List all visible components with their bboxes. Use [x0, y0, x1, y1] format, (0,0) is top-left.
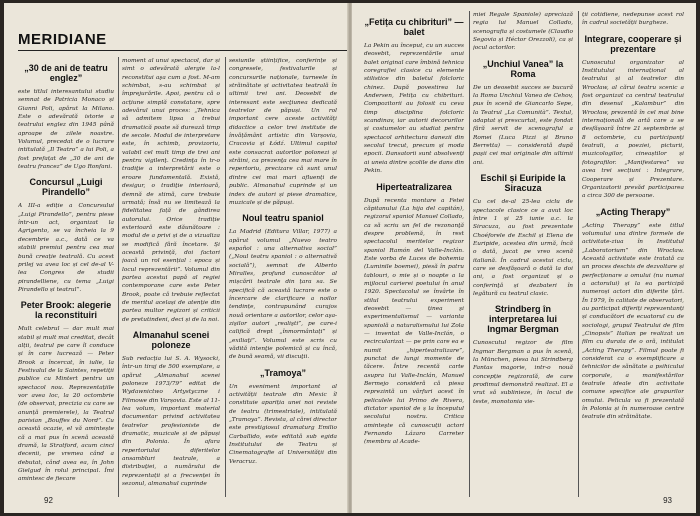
article-text: La Madrid (Editura Villar, 1977) a apărut volumul „Nuevo teatro español : una alternativa social” („Noul teatru spaniol : o alternativă socială”), semnat de Alberto Miralles, profund cunoscător al mișcării teatrale din țara sa. Se specifică că această lucrare este o încercare de clarificare a noilor tendințe, contrapunând curajos nouă orientare a autorilor, celor aşa-zişilor autori „realişti”, pe care-i califică drept „înmormântați” și „exiliaţi”. Volumul este scris cu vădită intenţie polemică și cu încă, de bună seamă, vii discuţii. — [229, 229, 337, 361]
article-text: Sub redacția lui S. A. Wysocki, într-un tiraj de 500 exemplare, a apărut „Almanahul scenei poloneze 1973/79” editat de Wydawnictwo Artystyczne i Filmowe din Varșovia. Este al 11-lea volum, important material documentar privind activitatea teatrelor profesioniste de dramatic, muzicale și de păpuși din Polonia. În afara repertoriului diferitelor ansambluri teatrale, a distribuţiei, a numărului de reprezentații și a frecvenței în sezonul, almanahul cuprinde — [122, 356, 220, 488]
article-text: Cunoscutul regizor de film Ingmar Bergman a pus în scenă, la München, piesa lui Strindberg Fantas magorie, intr-o nouă concepție regizorală, de care prodimul demonstră realizat. El a vrut să sublinieze, în locul de teste, monotonia vie- — [473, 340, 573, 405]
article-title: Hiperteatralizarea — [376, 181, 452, 192]
article-title: „Unchiul Vanea” la Roma — [482, 58, 564, 79]
article-title: Almanahul scenei poloneze — [132, 330, 210, 350]
article-text: De un deosebit succes se bucură la Roma Unchiul Vanea de Cehov, pus în scenă de Giancarlo Sepe, la Teatrul „La Comunità”. Textul, adaptat și prescurtat, este fondat fără servit de scenograful a Romei (Luca Pizzi și Bruno Berretta) — considerată după paşii cei mai originale din ultimii ani. — [473, 84, 573, 166]
article-text: este titlul interesantului studiu semnat de Patricia Monaco și Gianni Poli, apărut la Milano. Este o adevărată istorie a teatrului englez din 1945 până aproape de zilele noastre. Volumul, precedat de o lucrare intitulată „Il Teatro” a lui Poli, a fost prefațat de „30 de ani de teatru francez” de Ugo Ronfani. — [18, 89, 114, 171]
left-page — [4, 3, 348, 513]
left-page-column-2 — [122, 57, 220, 497]
right-page — [352, 3, 696, 513]
article-text: ții cotidiene, nedepunse acest rol în cadrul societății burgheze. — [582, 12, 684, 27]
page-number: 93 — [663, 496, 672, 505]
article-text: sesiunile științifice, conferințe și congresele, festivalurile și concursurile naționale, turneele în străinătate și activitatea teatrală în ultimii trei ani. Deosebit de interesant este secţiunea dedicată teatrelor de păpuși. Un rol important cere aceste activități didactice a celor trei institute de învățământ artistic din Varșovia, Cracovia și Łódź. Ultimul capitol este consacrat autorilor polonezi și străini, ca prezenţa cea mai mare în repertoriu, precizare că sunt unul dintre cei mai mari afluenți de public. Almanahul cuprinde și un index de autori și piese dramatice, muzicale și de păpuși. — [229, 58, 337, 206]
article-text: După recenta montare a Fetei căpitanului (La hija del capitán), regizorul spaniol Manuel Collado, ca să scriu un fel de rezonanţă despre problemă, în rest spectacolul meritelor regizor spaniol Ramón del Valle-Inclán. Este vorba de Luces de bohemia (Luminile boemei), piesă în patru tablouri, o mie și o noapte a la mijlocul carierei poetului în anul 1920. Spectacolul se învârte în stilul teatrului experiment deosebit — ținea şi experimentalismul — varianta spaniolă a naturalismului lui Zola — inventat de Valle-Inclán, o recircularizat — pe prin care ea e numit „hiperteatralizare”, punctat de lungi momente de tăcere. Între recentă carte asupra lui Valle-Inclán, Manuel Bermejo consideră că piesa reprezintă un vârfuri acest în peliculele lui Primo de Rivera, dictator spaniol de ș la începutul secolului nostru. Critica aminteşte că cunoscuții actori Fernando Lázaro Carreter (membru al Acade- — [364, 197, 464, 446]
article-title: „Tramoya” — [259, 367, 307, 378]
article-text: Cu cel de-al 25-lea ciclu de spectacole clasice ce a avut loc între 1 și 25 iunie a.c. la Siracuza, au fost prezentate Choéforele de Eschil și Elena de Euripide, acestea din urmă, încă o dată, jucat pe vreo scenă italiană. În cadrul acestui ciclu, care se desfășoară o dată la doi ani, a fost organizat și o conferinţă și dezbateri în legătură cu teatrul clasic. — [473, 199, 573, 297]
article-text: La Pekin au început, cu un succes deosebit, reprezentările unui balet original care îmbină tehnica coregrafiei clasice cu elemente stilistice din baletul folcloric chinez. După povestirea lui Andersen, Fetița cu chibrituri. Compozitorii au folosit cu ceva timp disciplina folcloric scandinav, iar autorii decorurilor și costumelor au studiat pentru spectacol arhitectura danezii din secolul trecut, precum și moda epocii. Dansatorii sunt absolvenți ai uneia dintre școlile de dans din Pekin. — [364, 43, 464, 175]
left-page-column-3 — [229, 57, 337, 497]
page-number: 92 — [44, 496, 53, 505]
article-title: Noul teatru spaniol — [242, 213, 324, 224]
article-text: A III-a ediție a Concursului „Luigi Pirandello”, pentru piese într-un act, organizat la Agrigento, se va încheia la 9 decembrie a.c., dată ce va stabili premiul pentru cea mai bună creație teatrală. Cu acest prilej va avea loc și cel de-al V-lea Congres de studii pirandelliene, cu tema „Luigi Pirandello și teatrul”. — [18, 203, 114, 293]
right-page-column-2 — [473, 11, 573, 497]
book-spread — [4, 3, 696, 513]
left-page-column-1 — [18, 57, 114, 497]
article-text: Un eveniment important al activității teatrale din Mexic îl constituie apariția unei noi reviste de teatru (trimestriale), intitulată „Tramoya”. Revista, al cărei director este prestigiosul dramaturg Emilio Carballido, este editată sub egida Institutului de Teatru și Cinematografie al Universității din Veracruz. — [229, 383, 337, 465]
article-text: moment al unui spectacol, dar și simt o adevărată alergie la-l reconstitui aşa cum a fost. M-am schimbat, s-au schimbat și împrejurările. Apoi, pentru că o acțiune simplă constatare, spre adevărul unui proces: „Tehnica să admitem lipsa a trebui dramatică poate să durează timp de secole. Modul de interpretare este, în schimb, provizoriu, valabil cel mult timp de trei ani pentru vigilenţ. Credinţa în tr-o tradiţie a interpretării este o eroare fundamentală. Există, desigur, o tradiţie interioară, demnă de stimă, care trebuie urmată; însă nu se limitează la fidelitatea față de gândirea autorului. Orice tradiție exterioară este dăunătoare : modul de a privi și de a vizualiza se modifică fără încetare. Și această privință, doi factori joacă un rol esențial : epoca și locul reprezentării”. Volumul din partea acestui papă al regiei contemporane care este Peter Brook, poate că trebuie reflectat de meritul același de atenție din partea multor regizori și criticii de pretutindeni, deci și de la noi. — [122, 58, 220, 323]
header-rule — [18, 50, 348, 51]
article-text: „Acting Therapy” este titlul volumului una dintre formele de activitate-ziua în Institutul „Laboratorium” din Wrocław. Această activitate este tratată ca un proces deschis de dezvoltare și perfecționare a omului (nu numai a actorului) și la ea participă numeroși actori din diferite țări. În 1979, în calitate de observatori, au participat diferiți reprezentanți și conducători de ecuatorul cu de sociologi, grupul Teatrului de film „Cinopsis” Italian pe realizat un film cu durata de o oră, intitulat „Acting Therapy”. Filmul poate fi considerat ca o exemplificare a tehnicilor de sănătate a psihicului corporale, a manifestărilor teatrale ideale din activitate comune specifice ale grupurilor omului. Pelicula va fi prezentată în Polonia și în numeroase centre teatrale din străinătate. — [582, 222, 684, 421]
article-text: miei Regale Spaniole) apreciază regia lui Manuel Collado, scenografia și costumele (Claudio Segovia și Héctor Orezzoli), ca și jocul actorilor. — [473, 12, 573, 52]
article-title: Concursul „Luigi Pirandello” — [29, 177, 103, 198]
article-title: Peter Brook: alegerie la reconstituiri — [20, 300, 112, 321]
column-rule — [118, 57, 119, 497]
column-rule — [578, 11, 579, 497]
column-rule — [225, 57, 226, 497]
article-text: Mult celebrul — dar mult mai stabil și mult mai creditat, decât alții, teatrul pe care îl conduce și în care lucrează — Peter Brook a încercat, în iulie, la Festivalul de la Saintes, repetiții publice cu Mintert pentru un spectacol nou. Reprezentațiile vor avea loc, la 20 octombrie (de observat, precizia cu care se anunță premierele), la Teatrul parisian „Bouffes du Nord”. Cu această ocazie, el vă amintește că a mai pus în scenă această dramă, la Stratford, acum cinci decenii, pe vremea când a debutat, când avea ea, în John Gielgud în rolul principal. Îmi amintesc de fiecare — [18, 326, 114, 483]
article-title: Eschil și Euripide la Siracuza — [480, 173, 566, 194]
article-title: Integrare, cooperare și prezentare — [584, 33, 682, 54]
right-page-column-1 — [364, 11, 464, 497]
right-page-column-3 — [582, 11, 684, 497]
article-text: Cunoscutul organizator al Institutului internațional al teatrului și al teatrelor din Wrocław, al cărui teatru scenic a fost organizat ca centrul teatrului din desenul „Kalambur” din Wrocław, prezentă în cel mai bine internațională de artă care a se desfășoară între 21 septembrie și 8 octombrie, cu participanți teatrali, a poeziei, picturii, muzicologilor, cineaștilor și fotografilor. „Manifestarea” va avea trei secțiuni : Integrare, Cooperare și Prezentare. Organizatorii prevăd participarea a circa 300 de persoane. — [582, 59, 684, 200]
article-title: „30 de ani de teatru englez” — [24, 63, 108, 83]
article-title: Strindberg în interpretarea lui Ingmar Bergman — [487, 304, 559, 335]
article-title: „Acting Therapy” — [595, 206, 671, 217]
article-title: „Fetița cu chibrituri” — balet — [364, 17, 464, 37]
column-rule — [469, 11, 470, 497]
section-header: MERIDIANE — [18, 31, 107, 48]
